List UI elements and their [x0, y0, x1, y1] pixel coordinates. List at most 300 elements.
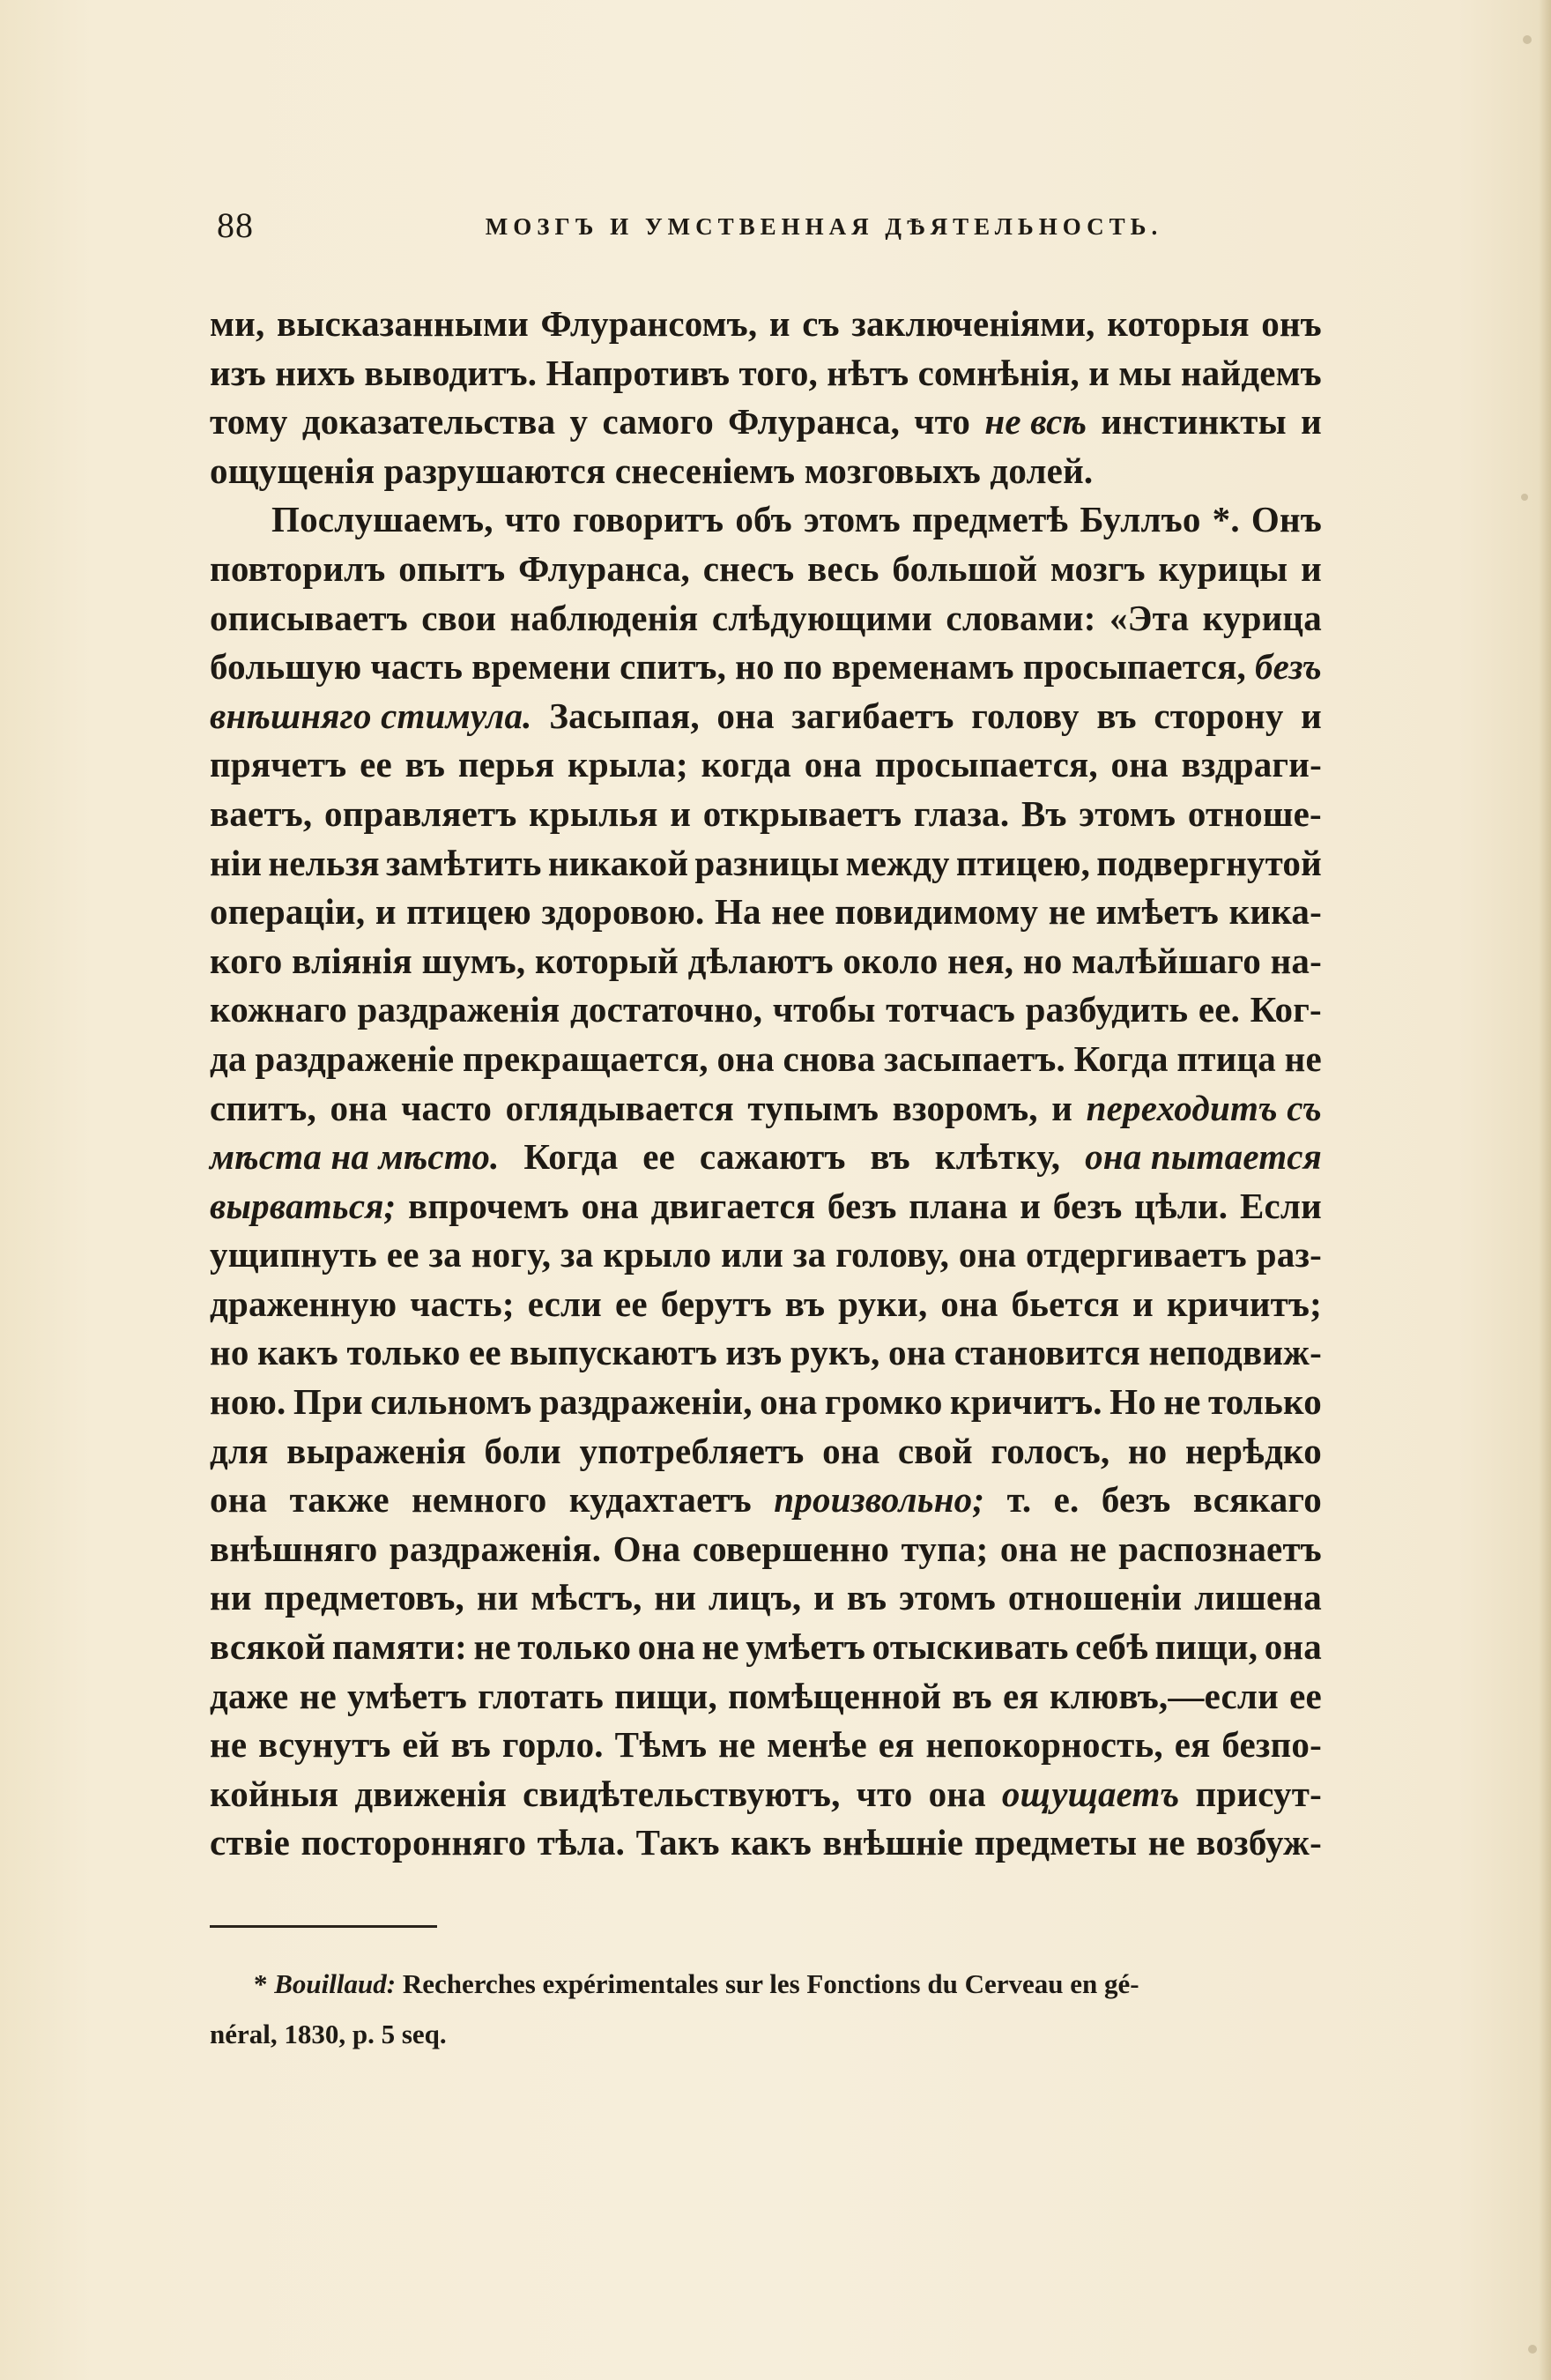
- word: времени: [471, 646, 612, 688]
- word: она: [581, 1185, 639, 1226]
- emphasized-word: ощущаетъ: [1001, 1773, 1180, 1814]
- word: драженную: [210, 1283, 397, 1324]
- word: не: [1069, 1528, 1107, 1569]
- word: курица: [1202, 597, 1322, 638]
- word: ощущенія разрушаются снесеніемъ мозговыхъ долей.: [210, 450, 1094, 491]
- text-line: [210, 1280, 1322, 1329]
- word: она: [999, 1528, 1058, 1569]
- emphasized-word: вырваться;: [210, 1185, 397, 1226]
- word: бьется: [1011, 1283, 1120, 1324]
- word: Когда: [1073, 1038, 1169, 1079]
- word: предметѣ: [911, 499, 1069, 540]
- word: что: [856, 1773, 913, 1814]
- word: доказательства: [301, 401, 556, 443]
- word: мозгъ: [1050, 547, 1146, 589]
- word: часть;: [410, 1283, 515, 1324]
- emphasized-word: не всѣ: [984, 401, 1087, 443]
- word: На: [714, 891, 761, 933]
- running-title: МОЗГЪ И УМСТВЕННАЯ ДѢЯТЕЛЬНОСТЬ.: [485, 213, 1163, 240]
- word: за: [792, 1234, 827, 1276]
- word: непокорность,: [925, 1724, 1163, 1766]
- word: онъ: [1261, 303, 1322, 344]
- word: ни: [210, 1577, 252, 1618]
- word: раздраженіе: [255, 1038, 455, 1079]
- word: неподвиж-: [1148, 1332, 1322, 1373]
- word: кричитъ;: [1166, 1283, 1322, 1324]
- word: замѣтить: [385, 842, 542, 883]
- text-line: [210, 398, 1322, 447]
- word: ни: [654, 1577, 697, 1618]
- word: е.: [1053, 1479, 1080, 1521]
- word: если: [527, 1283, 603, 1324]
- word: тупымъ: [747, 1087, 879, 1128]
- word: разницы: [694, 842, 840, 883]
- word: громко: [824, 1381, 943, 1423]
- word: становится: [954, 1332, 1140, 1373]
- word: она: [1264, 1626, 1322, 1668]
- text-line: [210, 1182, 1322, 1231]
- word: открываетъ: [702, 792, 902, 834]
- text-line: [210, 1084, 1322, 1134]
- text-line: [210, 1721, 1322, 1770]
- word: пищи,: [1154, 1626, 1258, 1668]
- word: птицею,: [955, 842, 1091, 883]
- word: птицею: [406, 891, 531, 933]
- word: вздраги-: [1181, 744, 1322, 785]
- word: взоромъ,: [892, 1087, 1038, 1128]
- word: что: [914, 401, 971, 443]
- word: этомъ: [1079, 792, 1176, 834]
- word: за: [560, 1234, 594, 1276]
- word: Она: [612, 1528, 681, 1569]
- word: объ: [735, 499, 792, 540]
- word: кого: [210, 940, 283, 981]
- word: прячетъ: [210, 744, 347, 785]
- text-line: [210, 495, 1322, 545]
- word: крыла;: [568, 744, 688, 785]
- word: она: [210, 1479, 268, 1521]
- word: Буллъо: [1080, 499, 1201, 540]
- word: немного: [412, 1479, 547, 1521]
- word: Въ: [1020, 792, 1067, 834]
- word: повторилъ: [210, 547, 386, 589]
- word: Засыпая,: [549, 695, 700, 736]
- word: разбудить: [1025, 989, 1189, 1030]
- word: не: [1048, 891, 1086, 933]
- word: говоритъ: [572, 499, 724, 540]
- text-line: [210, 349, 1322, 398]
- word: но: [735, 646, 775, 688]
- word: тотчасъ: [886, 989, 1015, 1030]
- text-line: [210, 985, 1322, 1035]
- word: Такъ: [635, 1822, 720, 1863]
- word: ее: [642, 1136, 676, 1178]
- word: Если: [1239, 1185, 1322, 1226]
- word: она: [958, 1234, 1017, 1276]
- word: посторонняго: [301, 1822, 527, 1863]
- emphasized-word: произвольно;: [774, 1479, 985, 1521]
- word: она: [716, 1038, 775, 1079]
- word: она: [804, 744, 862, 785]
- word: она: [822, 1430, 880, 1471]
- word: она: [887, 1332, 946, 1373]
- word: ее: [360, 744, 392, 785]
- word: присут-: [1195, 1773, 1322, 1814]
- word: руки,: [838, 1283, 928, 1324]
- text-line: [210, 1818, 1322, 1868]
- word: малѣйшаго: [1072, 940, 1261, 981]
- word: около: [842, 940, 939, 981]
- word: птица: [1176, 1038, 1276, 1079]
- word: съ: [802, 303, 840, 344]
- word: прекращается,: [463, 1038, 709, 1079]
- word: дѣлаютъ: [687, 940, 834, 981]
- word: себѣ: [1075, 1626, 1148, 1668]
- word: распознаетъ: [1118, 1528, 1322, 1569]
- word: свои: [421, 597, 497, 638]
- word: ни: [476, 1577, 519, 1618]
- word: опытъ: [398, 547, 506, 589]
- word: словами:: [946, 597, 1096, 638]
- word: клювъ,—если: [1049, 1675, 1279, 1716]
- word: за: [428, 1234, 462, 1276]
- word: не: [299, 1675, 337, 1716]
- word: выраженія: [286, 1430, 466, 1471]
- emphasized-word: внѣшняго стимула.: [210, 695, 532, 736]
- word: и: [1301, 547, 1322, 589]
- word: выводитъ.: [364, 352, 538, 393]
- word: ее: [469, 1332, 501, 1373]
- word: и: [1088, 352, 1110, 393]
- text-line: [210, 1427, 1322, 1476]
- word: «Эта: [1109, 597, 1190, 638]
- word: сомнѣнія,: [917, 352, 1080, 393]
- word: отыскивать: [872, 1626, 1069, 1668]
- word: ваетъ,: [210, 792, 313, 834]
- word: ее: [1289, 1675, 1322, 1716]
- word: употребляетъ: [579, 1430, 805, 1471]
- text-line: [210, 839, 1322, 889]
- word: въ: [846, 1577, 887, 1618]
- word: раздраженіи,: [538, 1381, 753, 1423]
- text-line: [210, 300, 1322, 349]
- word: лишена: [1194, 1577, 1322, 1618]
- word: Флуранса,: [518, 547, 690, 589]
- word: когда: [701, 744, 791, 785]
- word: какъ: [257, 1332, 338, 1373]
- word: не: [1284, 1038, 1322, 1079]
- word: заключеніями,: [851, 303, 1095, 344]
- word: т.: [1006, 1479, 1032, 1521]
- word: на-: [1270, 940, 1322, 981]
- word: въ: [1096, 695, 1137, 736]
- text-line: [210, 1133, 1322, 1182]
- word: кожнаго: [210, 989, 347, 1030]
- word: отношеніи: [1007, 1577, 1183, 1618]
- word: сторону: [1154, 695, 1284, 736]
- word: нея,: [947, 940, 1014, 981]
- word: она: [716, 695, 775, 736]
- text-line: [210, 1672, 1322, 1722]
- word: оправляетъ: [324, 792, 517, 834]
- text-line: [210, 1623, 1322, 1672]
- word: просыпается,: [874, 744, 1098, 785]
- word: внѣшніе: [822, 1822, 964, 1863]
- word: ее.: [1198, 989, 1241, 1030]
- footnote-author: Bouillaud:: [274, 1968, 397, 1999]
- text-line: [210, 1378, 1322, 1427]
- word: въ: [952, 1675, 992, 1716]
- word: но: [210, 1332, 249, 1373]
- footnote-line-2: [210, 2009, 1322, 2059]
- word: горло.: [501, 1724, 604, 1766]
- word: мы: [1118, 352, 1172, 393]
- word: высказанными: [276, 303, 529, 344]
- word: сажаютъ: [699, 1136, 846, 1178]
- word: и: [670, 792, 692, 834]
- word: даже: [210, 1675, 289, 1716]
- word: Флуранса,: [728, 401, 901, 443]
- word: Напротивъ: [545, 352, 731, 393]
- word: ніи: [210, 842, 263, 883]
- word: тупа;: [901, 1528, 989, 1569]
- word: ногу,: [471, 1234, 552, 1276]
- word: или: [721, 1234, 784, 1276]
- word: всякаго: [1192, 1479, 1322, 1521]
- word: глаза.: [913, 792, 1010, 834]
- word: снесъ: [702, 547, 795, 589]
- footnote-rule: [210, 1925, 437, 1928]
- word: умѣетъ: [746, 1626, 866, 1668]
- word: она: [1110, 744, 1169, 785]
- word: безпо-: [1221, 1724, 1322, 1766]
- word: загибаетъ: [791, 695, 954, 736]
- word: чтобы: [772, 989, 876, 1030]
- word: не: [1147, 1822, 1185, 1863]
- word: нерѣдко: [1184, 1430, 1322, 1471]
- word: который: [534, 940, 679, 981]
- text-line: [210, 1573, 1322, 1623]
- word: этомъ: [899, 1577, 996, 1618]
- emphasized-word: она пытается: [1085, 1136, 1322, 1178]
- paper-stain: [1523, 35, 1532, 44]
- word: сильномъ: [370, 1381, 532, 1423]
- word: между: [845, 842, 950, 883]
- word: и: [768, 303, 790, 344]
- word: часть: [370, 646, 464, 688]
- word: въ: [450, 1724, 491, 1766]
- body-text: [210, 300, 1322, 1868]
- word: отдергиваетъ: [1026, 1234, 1247, 1276]
- word: раздраженія: [357, 989, 560, 1030]
- text-line: [210, 643, 1322, 692]
- word: *.: [1212, 499, 1240, 540]
- word: спитъ,: [210, 1087, 316, 1128]
- word: помѣщенной: [728, 1675, 942, 1716]
- word: не: [1163, 1381, 1201, 1423]
- word: не: [701, 1626, 739, 1668]
- word: въ: [784, 1283, 826, 1324]
- word: этомъ: [803, 499, 901, 540]
- word: оглядывается: [505, 1087, 734, 1128]
- word: здоровою.: [541, 891, 705, 933]
- word: памяти:: [331, 1626, 467, 1668]
- word: голову: [971, 695, 1080, 736]
- word: для: [210, 1430, 269, 1471]
- word: глотать: [478, 1675, 604, 1716]
- word: весь: [807, 547, 879, 589]
- word: свой: [897, 1430, 973, 1471]
- word: раздраженія.: [389, 1528, 602, 1569]
- word: ущипнуть: [210, 1234, 377, 1276]
- word: не: [473, 1626, 511, 1668]
- word: кудахтаетъ: [568, 1479, 752, 1521]
- footnote-marker: *: [254, 1968, 268, 1999]
- word: всунутъ: [258, 1724, 391, 1766]
- word: кричитъ.: [950, 1381, 1102, 1423]
- word: При: [293, 1381, 363, 1423]
- word: Тѣмъ: [614, 1724, 708, 1766]
- word: засыпаетъ.: [884, 1038, 1065, 1079]
- word: того,: [738, 352, 818, 393]
- word: слѣдующими: [711, 597, 932, 638]
- word: повидимому: [835, 891, 1039, 933]
- word: не: [718, 1724, 756, 1766]
- text-line: [210, 447, 1322, 496]
- word: инстинкты: [1101, 401, 1287, 443]
- word: Ког-: [1250, 989, 1322, 1030]
- word: курицы: [1158, 547, 1288, 589]
- word: нихъ: [275, 352, 356, 393]
- word: менѣе: [767, 1724, 867, 1766]
- text-line: [210, 1770, 1322, 1819]
- word: двигается: [650, 1185, 816, 1226]
- text-line: [210, 1476, 1322, 1525]
- word: въ: [404, 744, 446, 785]
- page-number: 88: [217, 205, 254, 245]
- word: никакой: [547, 842, 689, 883]
- word: ее: [614, 1283, 648, 1324]
- word: ною.: [210, 1381, 286, 1423]
- word: снова: [783, 1038, 876, 1079]
- word: и: [1020, 1185, 1042, 1226]
- text-line: [210, 1525, 1322, 1574]
- word: тому: [210, 401, 288, 443]
- word: и: [375, 891, 397, 933]
- word: клѣтку,: [934, 1136, 1061, 1178]
- word: и: [1051, 1087, 1073, 1128]
- emphasized-word: мѣста на мѣсто.: [210, 1136, 500, 1178]
- word: предметы: [974, 1822, 1138, 1863]
- word: часто: [401, 1087, 493, 1128]
- word: также: [289, 1479, 390, 1521]
- word: плана: [909, 1185, 1008, 1226]
- word: голосъ,: [991, 1430, 1110, 1471]
- paper-stain: [1521, 494, 1528, 501]
- text-line: [210, 1231, 1322, 1280]
- word: внѣшняго: [210, 1528, 378, 1569]
- word: но: [1127, 1430, 1168, 1471]
- word: но: [1022, 940, 1063, 981]
- word: свидѣтельствуютъ,: [523, 1773, 841, 1814]
- word: только: [346, 1332, 461, 1373]
- word: пищи,: [614, 1675, 717, 1716]
- word: тѣла.: [537, 1822, 626, 1863]
- text-line: [210, 1035, 1322, 1084]
- word: она: [760, 1381, 818, 1423]
- word: она: [637, 1626, 695, 1668]
- text-line: [210, 1328, 1322, 1378]
- paper-stain: [1528, 2345, 1537, 2354]
- text-line: [210, 790, 1322, 839]
- word: она: [940, 1283, 998, 1324]
- word: большую: [210, 646, 362, 688]
- word: только: [517, 1626, 632, 1668]
- word: и: [1301, 401, 1322, 443]
- word: изъ: [725, 1332, 783, 1373]
- page-edge-shadow: [1539, 0, 1551, 2380]
- word: въ: [870, 1136, 910, 1178]
- word: безъ: [1101, 1479, 1171, 1521]
- footnote-title: Recherches expérimentales sur les Fonctions du Cerveau en gé-: [402, 1968, 1139, 1999]
- word: Флурансомъ,: [540, 303, 758, 344]
- word: ей: [402, 1724, 440, 1766]
- word: вліянія: [292, 940, 412, 981]
- word: голову,: [835, 1234, 950, 1276]
- word: и: [1301, 695, 1322, 736]
- word: движенія: [354, 1773, 508, 1814]
- word: достаточно,: [569, 989, 763, 1030]
- emphasized-word: безъ: [1254, 646, 1322, 688]
- word: да: [210, 1038, 247, 1079]
- word: шумъ,: [421, 940, 526, 981]
- word: ея: [878, 1724, 915, 1766]
- word: она: [330, 1087, 388, 1128]
- word: она: [928, 1773, 986, 1814]
- text-line: [210, 594, 1322, 643]
- word: возбуж-: [1196, 1822, 1322, 1863]
- word: изъ: [210, 352, 266, 393]
- word: самого: [602, 401, 714, 443]
- word: имѣетъ: [1095, 891, 1220, 933]
- word: только: [1207, 1381, 1322, 1423]
- word: ея: [1174, 1724, 1211, 1766]
- footnote: [210, 1959, 1322, 2059]
- emphasized-word: переходитъ съ: [1086, 1087, 1322, 1128]
- word: подвергнутой: [1096, 842, 1322, 883]
- word: перья: [457, 744, 555, 785]
- word: наблюденія: [509, 597, 699, 638]
- word: ствіе: [210, 1822, 291, 1863]
- word: что: [504, 499, 561, 540]
- word: предметовъ,: [263, 1577, 464, 1618]
- word: рукъ,: [790, 1332, 880, 1373]
- word: ея: [1002, 1675, 1039, 1716]
- word: всякой: [210, 1626, 326, 1668]
- word: Когда: [523, 1136, 619, 1178]
- word: большой: [892, 547, 1038, 589]
- word: найдемъ: [1180, 352, 1322, 393]
- word: крылья: [529, 792, 658, 834]
- text-line: [210, 692, 1322, 741]
- word: не: [210, 1724, 248, 1766]
- word: нельзя: [268, 842, 380, 883]
- word: раз-: [1256, 1234, 1322, 1276]
- word: операціи,: [210, 891, 366, 933]
- word: ее: [386, 1234, 419, 1276]
- word: безъ: [1052, 1185, 1123, 1226]
- word: Онъ: [1250, 499, 1322, 540]
